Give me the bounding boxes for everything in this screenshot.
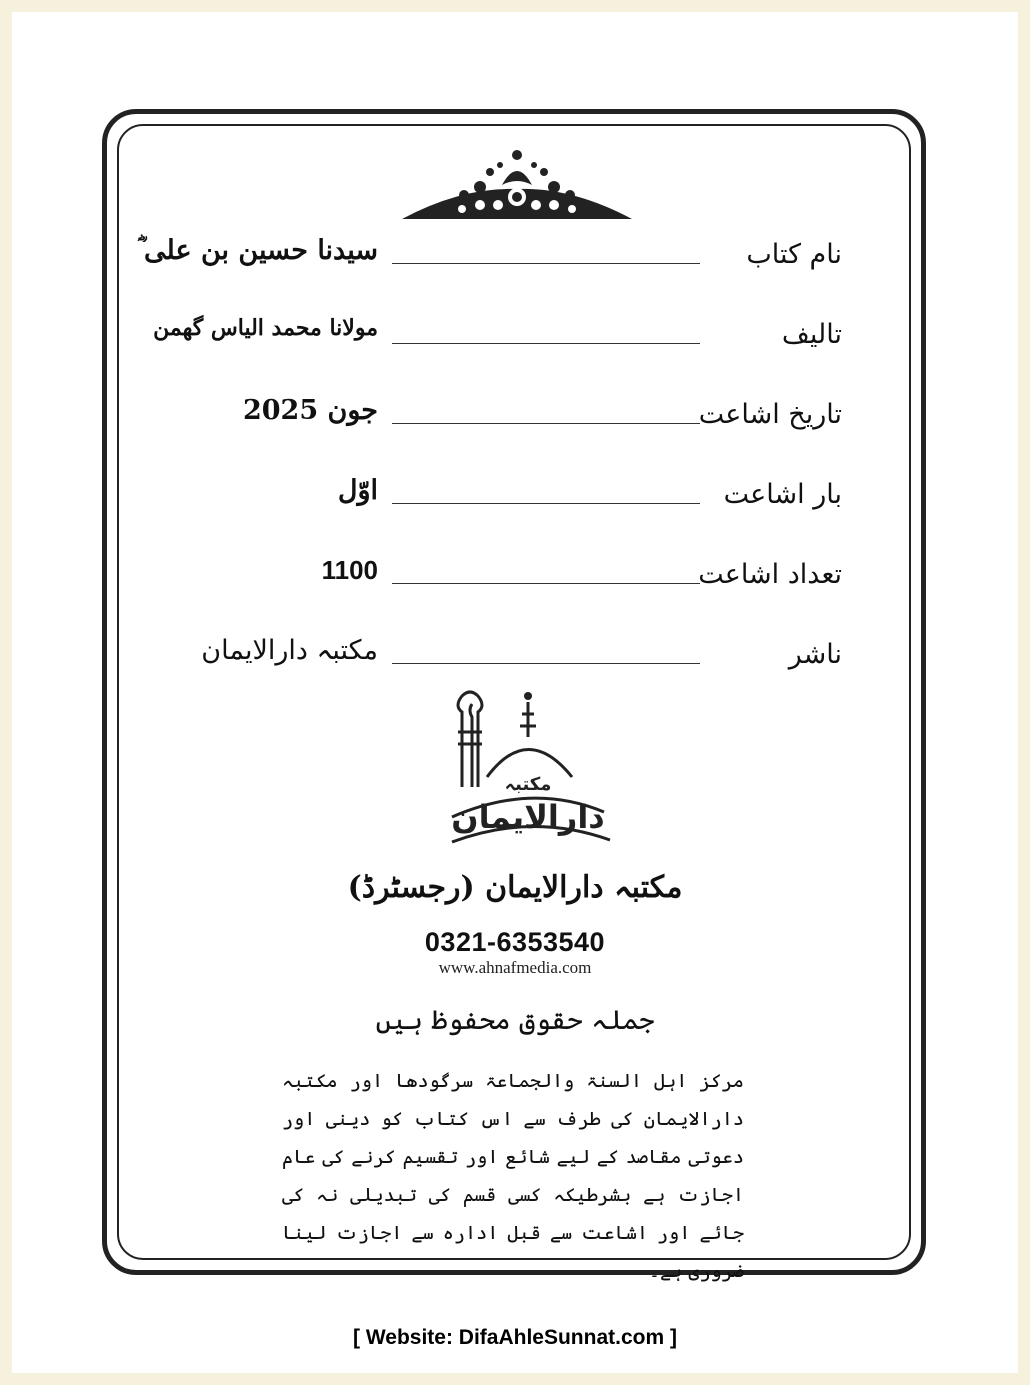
detail-row-author [12,315,1018,359]
detail-row-publish-date [12,395,1018,439]
detail-value: 1100 [321,555,378,585]
detail-label: تاریخ اشاعت [698,399,842,430]
detail-underline [392,343,700,344]
page [12,12,1018,1373]
logo-top-text: مکتبہ [504,774,552,795]
ornament-icon [402,147,632,222]
logo-main-text: دارالایمان [451,798,605,836]
detail-value: مکتبہ دارالایمان [201,635,378,666]
detail-underline [392,423,700,424]
detail-value: اوّل [337,475,378,506]
footer-website[interactable]: [ Website: DifaAhleSunnat.com ] [353,1326,677,1349]
detail-label: ناشر [788,639,842,670]
rights-heading: جملہ حقوق محفوظ ہیں [375,1005,655,1036]
detail-underline [392,583,700,584]
publisher-name: مکتبہ دارالایمان (رجسٹرڈ) [347,870,683,905]
detail-label: تالیف [781,319,842,350]
detail-label: نام کتاب [746,239,842,270]
detail-value: جون 2025 [242,395,378,426]
detail-row-book-name [12,235,1018,279]
publisher-phone: 0321-6353540 [424,927,606,957]
detail-underline [392,663,700,664]
detail-row-copies [12,555,1018,599]
detail-row-publisher [12,635,1018,679]
detail-label: بار اشاعت [723,479,842,510]
publisher-website[interactable]: www.ahnafmedia.com [438,958,592,977]
detail-label: تعداد اشاعت [698,559,842,590]
detail-underline [392,263,700,264]
detail-underline [392,503,700,504]
detail-value: سیدنا حسین بن علی ؓ [137,235,378,266]
detail-value: مولانا محمد الیاس گھمن [153,315,378,341]
permission-paragraph: مرکز اہل السنۃ والجماعۃ سرگودھا اور مکتبہ دارالایمان کی طرف سے اس کتاب کو دینی اور دعوتی مقاصد کے لیے شائع اور تقسیم کرنے کی عام اجازت ہے بشرطیکہ کسی قسم کی تبدیلی نہ کی جائے اور اشاعت سے قبل ادارہ سے اجازت لینا ضروری ہے۔ [282,1070,744,1282]
detail-row-edition [12,475,1018,519]
mosque-logo-icon [432,682,612,867]
